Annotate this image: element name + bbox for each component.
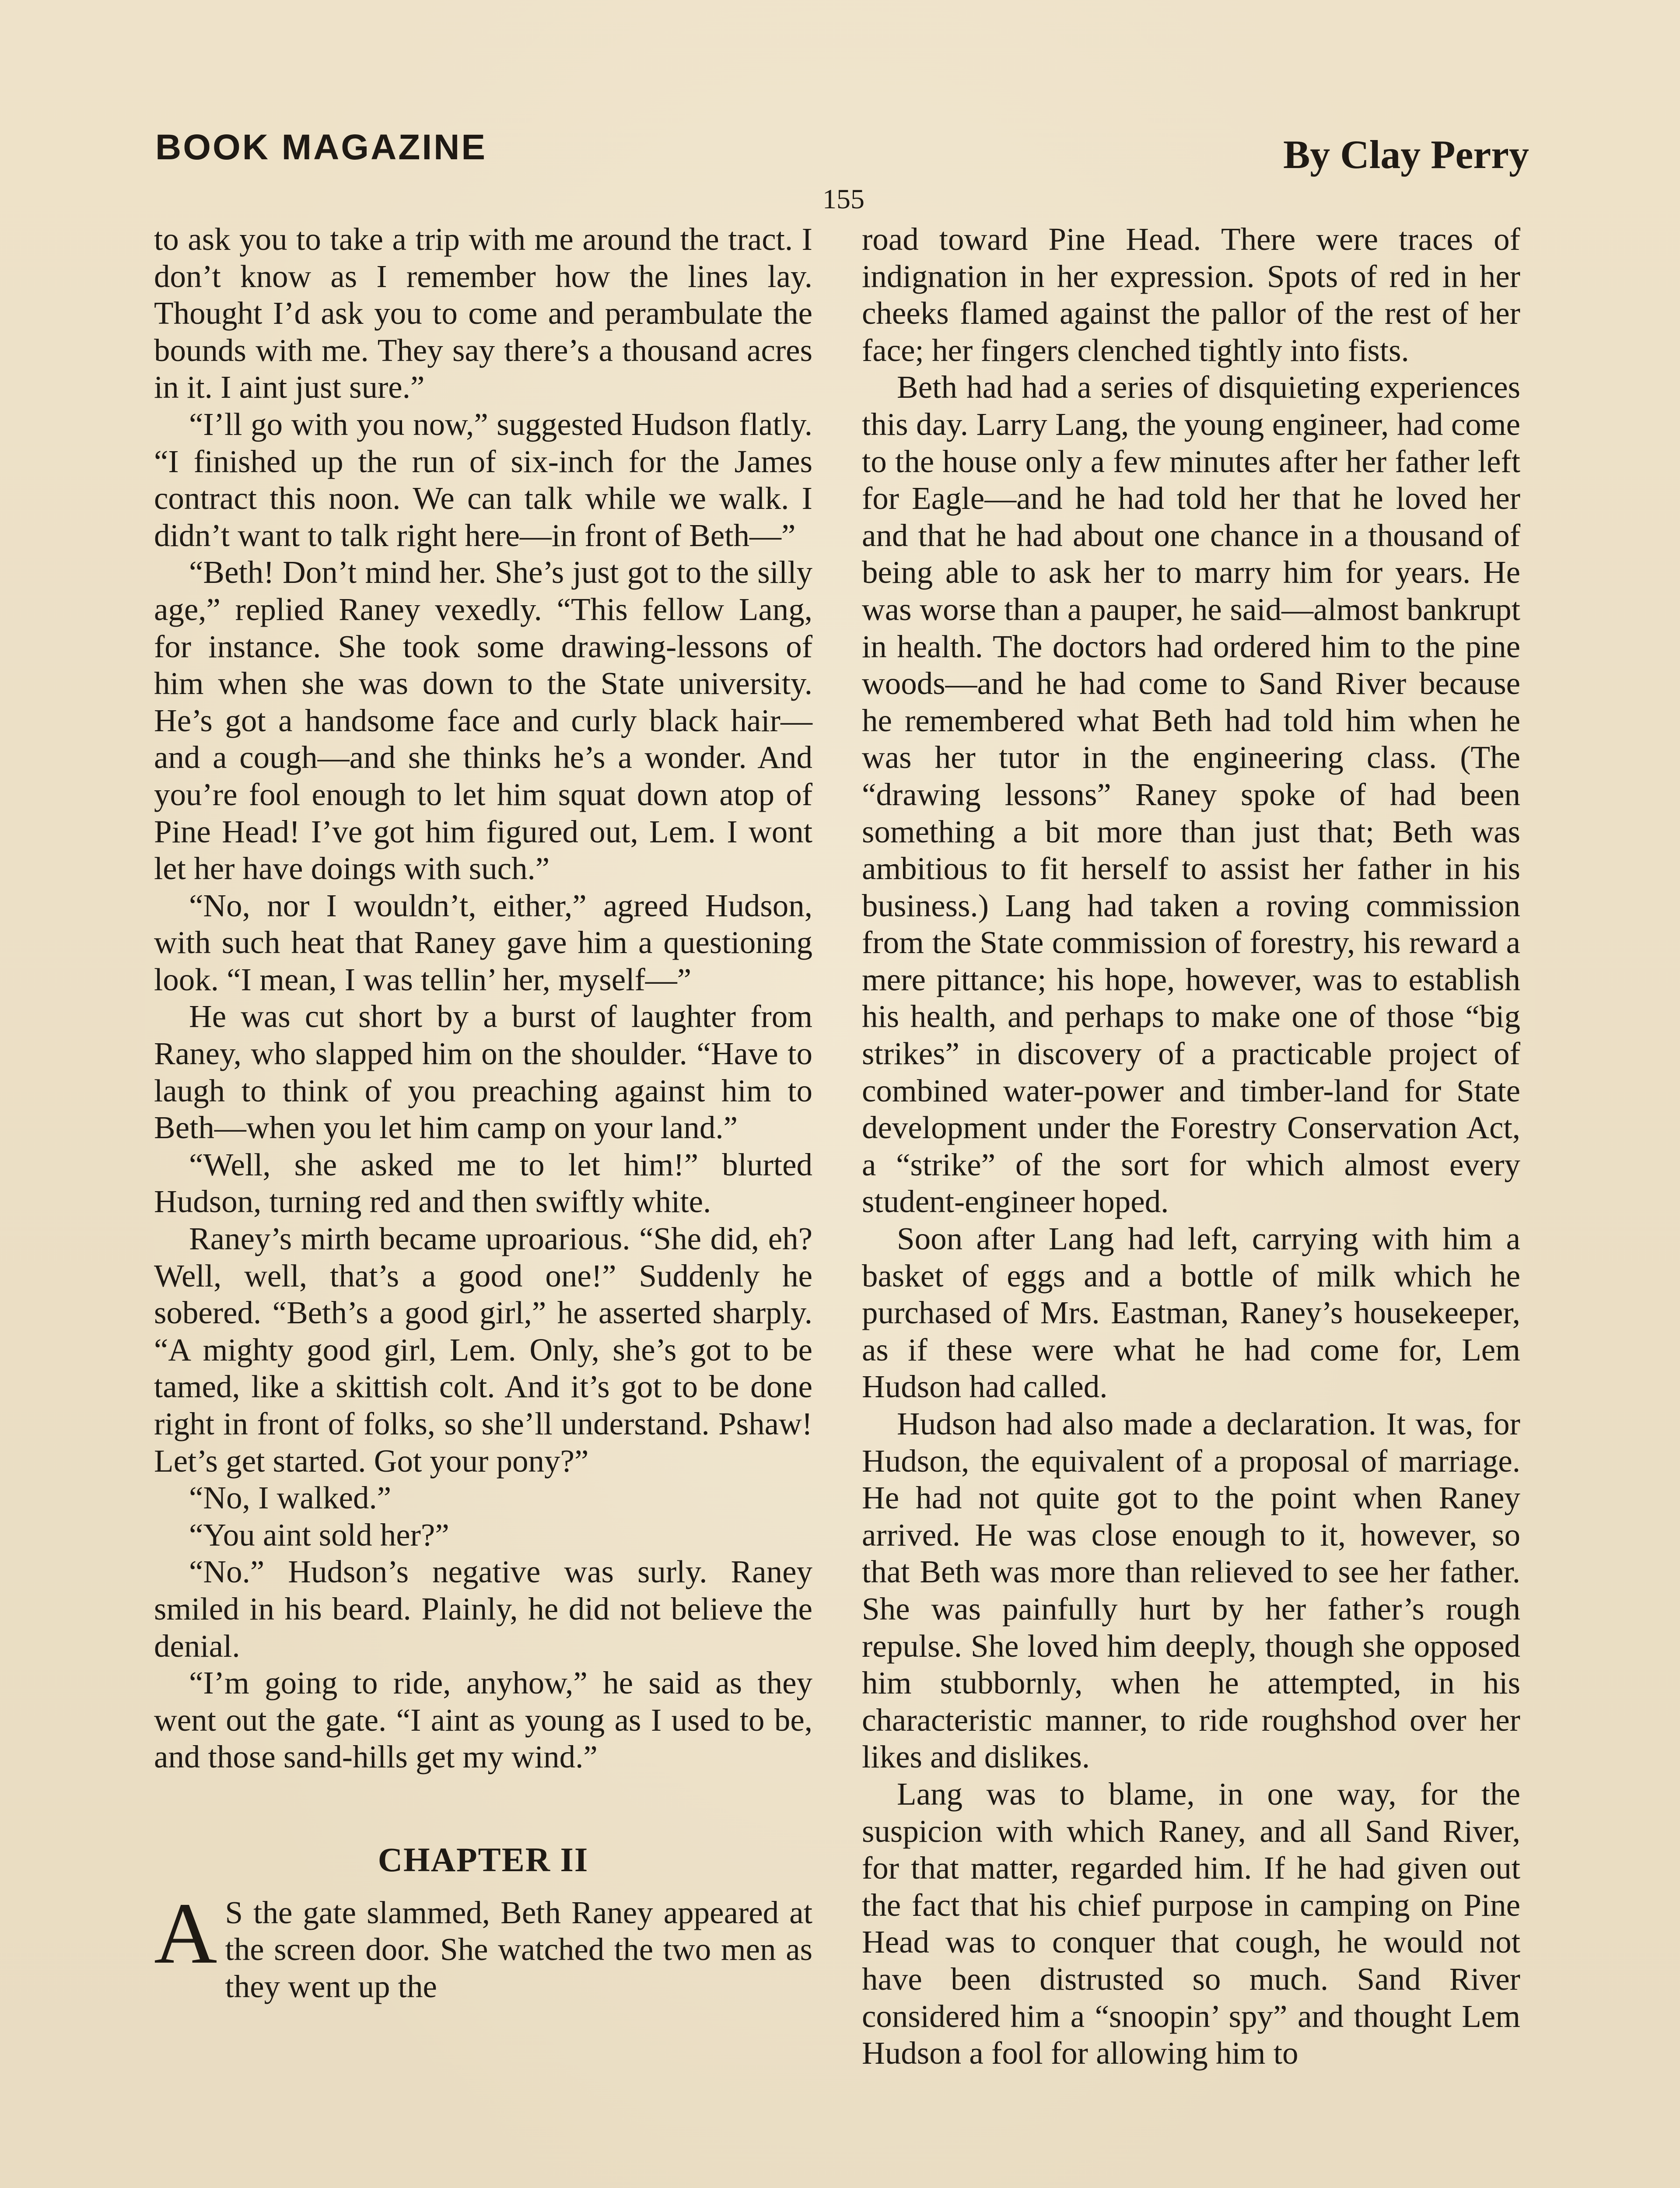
page-number: 155 <box>822 183 864 214</box>
chapter-heading: CHAPTER II <box>378 1840 589 1879</box>
paragraph: “Beth! Don’t mind her. She’s just got to the silly age,” replied Raney vexedly. “This fellow Lang, for instance. She took some drawing-lessons of him when she was down to the State university. He’s got a handsome face and curly black hair—and a cough—and she thinks he’s a wonder. And you’re fool enough to let him squat down atop of Pine Head! I’ve got him figured out, Lem. I wont let her have doings with such.” <box>154 554 812 887</box>
paragraph: Hudson had also made a declaration. It was, for Hudson, the equivalent of a proposal of marriage. He had not quite got to the point when Raney arrived. He was close enough to it, however, so that Beth was more than relieved to see her father. She was painfully hurt by her father’s rough repulse. She loved him deeply, though she opposed him stubbornly, when he attempted, in his characteristic manner, to ride roughshod over her likes and dislikes. <box>862 1406 1520 1775</box>
paragraph: Lang was to blame, in one way, for the suspicion with which Raney, and all Sand River, for that matter, regarded him. If he had given out the fact that his chief purpose in camping on Pine Head was to conquer that cough, he would not have been distrusted so much. Sand River considered him a “snoopin’ spy” and thought Lem Hudson a fool for allowing him to <box>862 1776 1520 2071</box>
paragraph: “No, I walked.” <box>189 1480 392 1516</box>
paragraph: “I’m going to ride, anyhow,” he said as they went out the gate. “I aint as young as I used to be, and those sand-hills get my wind.” <box>154 1665 812 1775</box>
drop-cap: A <box>154 1885 217 1982</box>
author-byline: By Clay Perry <box>1283 132 1529 177</box>
paragraph: to ask you to take a trip with me around the tract. I don’t know as I remember how the lines lay. Thought I’d ask you to come and perambulate the bounds with me. They say there’s a thousand acres in it. I aint just sure.” <box>154 221 812 405</box>
chapter-opening-paragraph <box>154 1885 812 2006</box>
magazine-title: BOOK MAGAZINE <box>155 127 487 167</box>
right-column <box>862 221 1520 2072</box>
chapter-opening-text: S the gate slammed, Beth Raney appeared at the screen door. She watched the two men as they went up the <box>225 1894 812 2004</box>
left-column <box>154 221 812 2005</box>
paragraph: road toward Pine Head. There were traces of indignation in her expression. Spots of red in her cheeks flamed against the pallor of the rest of her face; her fingers clenched tightly into fists. <box>862 221 1520 368</box>
paragraph: “You aint sold her?” <box>189 1517 449 1553</box>
paragraph: Soon after Lang had left, carrying with him a basket of eggs and a bottle of milk which he purchased of Mrs. Eastman, Raney’s housekeeper, as if these were what he had come for, Lem Hudson had called. <box>862 1221 1520 1405</box>
paragraph: “No.” Hudson’s negative was surly. Raney smiled in his beard. Plainly, he did not believe the denial. <box>154 1554 812 1664</box>
paragraph: “No, nor I wouldn’t, either,” agreed Hudson, with such heat that Raney gave him a questioning look. “I mean, I was tellin’ her, myself—” <box>154 887 812 997</box>
paragraph: Raney’s mirth became uproarious. “She did, eh? Well, well, that’s a good one!” Suddenly he sobered. “Beth’s a good girl,” he asserted sharply. “A mighty good girl, Lem. Only, she’s got to be tamed, like a skittish colt. And it’s got to be done right in front of folks, so she’ll understand. Pshaw! Let’s get started. Got your pony?” <box>154 1221 812 1479</box>
paragraph: He was cut short by a burst of laughter from Raney, who slapped him on the shoulder. “Have to laugh to think of you preaching against him to Beth—when you let him camp on your land.” <box>154 999 812 1146</box>
paragraph: “Well, she asked me to let him!” blurted Hudson, turning red and then swiftly white. <box>154 1147 812 1220</box>
paragraph: “I’ll go with you now,” suggested Hudson flatly. “I finished up the run of six-inch for the James contract this noon. We can talk while we walk. I didn’t want to talk right here—in front of Beth—” <box>154 406 812 553</box>
paragraph: Beth had had a series of disquieting experiences this day. Larry Lang, the young engineer, had come to the house only a few minutes after her father left for Eagle—and he had told her that he loved her and that he had about one chance in a thousand of being able to ask her to marry him for years. He was worse than a pauper, he said—almost bankrupt in health. The doctors had ordered him to the pine woods—and he had come to Sand River because he remembered what Beth had told him when he was her tutor in the engineering class. (The “drawing lessons” Raney spoke of had been something a bit more than just that; Beth was ambitious to fit herself to assist her father in his business.) Lang had taken a roving commission from the State commission of forestry, his reward a mere pittance; his hope, however, was to establish his health, and perhaps to make one of those “big strikes” in discovery of a practicable project of combined water-power and timber-land for State development under the Forestry Conservation Act, a “strike” of the sort for which almost every student-engineer hoped. <box>862 369 1520 1220</box>
